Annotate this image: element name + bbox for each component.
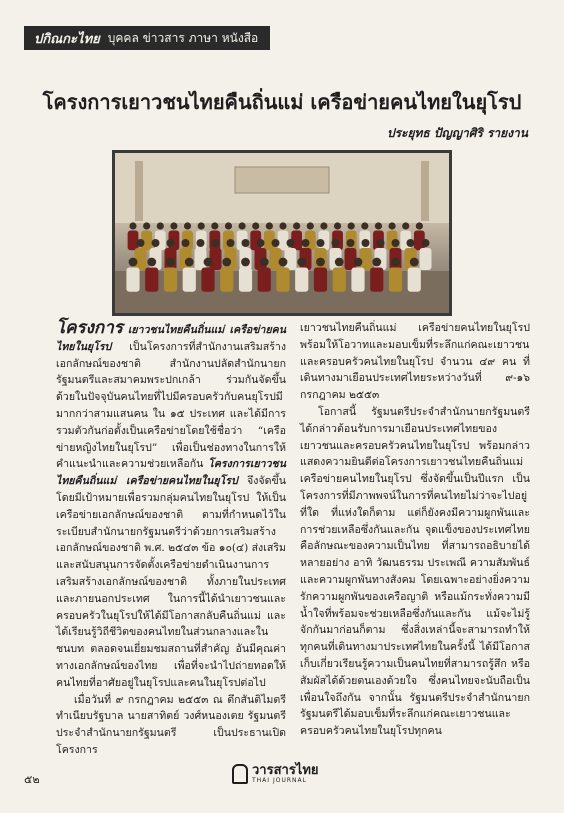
person-body bbox=[220, 268, 233, 292]
person-body bbox=[239, 268, 252, 292]
person-head bbox=[279, 258, 288, 267]
logo-mark-icon bbox=[232, 764, 248, 784]
magazine-name-en: THAI JOURNAL bbox=[252, 776, 307, 784]
person-head bbox=[147, 258, 156, 267]
person-body bbox=[258, 268, 271, 292]
person-head bbox=[266, 222, 273, 229]
person-head bbox=[377, 239, 385, 247]
section-categories: บุคคล ข่าวสาร ภาษา หนังสือ bbox=[107, 30, 259, 45]
drop-word: โครงการ bbox=[56, 318, 123, 338]
person-head bbox=[129, 258, 138, 267]
person-body bbox=[210, 248, 222, 270]
paragraph-2: จึงจัดขึ้นโดยมีเป้าหมายเพื่อรวมกลุ่มคนไทยในยุโรป ให้เป็นเครือข่ายเอกลักษณ์ของชาติ ตามที่กำหนดไว้ในระเบียบสำนักนายกรัฐมนตรีว่าด้วยการเสริมสร้างเอกลักษณ์ของชาติ พ.ศ. ๒๕๔๓ ข้อ ๑๐(๔) ส่งเสริมและสนับสนุนการจัดตั้งเครือข่ายดำเนินงานการเสริมสร้างเอกลักษณ์ของชาติ ทั้งภายในประเทศและภายนอกประเทศ ในการนี้ได้นำเยาวชนและครอบครัวในยุโรปให้ได้มีโอกาสกลับคืนถิ่นแม่ และได้เรียนรู้วิถีชีวิตของคนไทยในส่วนกลางและในชนบท ตลอดจนเยี่ยมชมสถานที่สำคัญ อันมีคุณค่าทางเอกลักษณ์ของไทย เพื่อที่จะนำไปถ่ายทอดให้คนไทยที่อาศัยอยู่ในยุโรปและคนในยุโรปต่อไป bbox=[56, 475, 286, 689]
article-title: โครงการเยาวชนไทยคืนถิ่นแม่ เครือข่ายคนไทยในยุโรป bbox=[42, 90, 522, 114]
person-head bbox=[335, 258, 344, 267]
person-head bbox=[170, 222, 177, 229]
person-body bbox=[270, 248, 282, 270]
person-body bbox=[135, 248, 147, 270]
lead-text-2: โครงการเยาวชนไทยคืนถิ่นแม่ เครือข่ายคนไทยในยุโรป bbox=[56, 458, 286, 488]
person-body bbox=[295, 268, 308, 292]
person-head bbox=[287, 239, 295, 247]
person-head bbox=[392, 239, 400, 247]
person-head bbox=[317, 239, 325, 247]
section-title: ปกิณกะไทย bbox=[34, 31, 100, 47]
group-photo-illustration bbox=[115, 153, 449, 313]
person-head bbox=[297, 258, 306, 267]
person-head bbox=[185, 258, 194, 267]
person-head bbox=[361, 222, 368, 229]
person-head bbox=[222, 258, 231, 267]
article-byline: ประยุทธ ปัญญาศิริ รายงาน bbox=[386, 126, 528, 140]
person-head bbox=[227, 239, 235, 247]
person-head bbox=[416, 222, 423, 229]
person-head bbox=[137, 239, 145, 247]
person-body bbox=[389, 268, 402, 292]
person-head bbox=[225, 222, 232, 229]
person-head bbox=[272, 239, 280, 247]
article-body bbox=[56, 318, 530, 756]
person-head bbox=[204, 258, 213, 267]
person-head bbox=[260, 258, 269, 267]
person-head bbox=[375, 222, 382, 229]
person-head bbox=[242, 239, 250, 247]
person-head bbox=[388, 222, 395, 229]
person-head bbox=[166, 258, 175, 267]
person-head bbox=[391, 258, 400, 267]
paragraph-3: เมื่อวันที่ ๙ กรกฎาคม ๒๕๕๓ ณ ตึกสันติไมตรี ทำเนียบรัฐบาล นายสาทิตย์ วงศ์หนองเตย รัฐมนตรีประจำสำนักนายกรัฐมนตรี เป็นประธานเปิดโครงการ bbox=[56, 693, 286, 756]
person-head bbox=[293, 222, 300, 229]
person-head bbox=[129, 222, 136, 229]
person-body bbox=[145, 268, 158, 292]
person-head bbox=[167, 239, 175, 247]
person-head bbox=[182, 239, 190, 247]
group-photo bbox=[112, 150, 452, 316]
person-head bbox=[279, 222, 286, 229]
person-head bbox=[347, 239, 355, 247]
person-head bbox=[422, 239, 430, 247]
magazine-name: วารสารไทย bbox=[252, 762, 319, 778]
person-head bbox=[157, 222, 164, 229]
section-header bbox=[24, 26, 270, 50]
paragraph-4: เยาวชนไทยคืนถิ่นแม่ เครือข่ายคนไทยในยุโรป พร้อมให้โอวาทและมอบเข็มที่ระลึกแก่คณะเยาวชนและครอบครัวคนไทยในยุโรป จำนวน ๔๙ คน ที่เดินทางมาเยือนประเทศไทยระหว่างวันที่ ๙-๑๖ กรกฎาคม ๒๕๕๓ bbox=[300, 322, 530, 402]
person-head bbox=[348, 222, 355, 229]
person-body bbox=[164, 268, 177, 292]
person-head bbox=[332, 239, 340, 247]
person-body bbox=[333, 268, 346, 292]
person-body bbox=[351, 268, 364, 292]
person-body bbox=[360, 248, 372, 270]
person-head bbox=[302, 239, 310, 247]
person-body bbox=[276, 268, 289, 292]
person-head bbox=[152, 239, 160, 247]
person-head bbox=[252, 222, 259, 229]
column-left bbox=[56, 318, 286, 756]
person-head bbox=[320, 222, 327, 229]
person-head bbox=[334, 222, 341, 229]
page-number: ๕๒ bbox=[24, 773, 40, 786]
person-head bbox=[372, 258, 381, 267]
person-head bbox=[184, 222, 191, 229]
person-head bbox=[307, 222, 314, 229]
person-body bbox=[420, 248, 432, 270]
person-head bbox=[238, 222, 245, 229]
person-body bbox=[278, 231, 289, 251]
person-head bbox=[241, 258, 250, 267]
person-head bbox=[402, 222, 409, 229]
person-head bbox=[407, 239, 415, 247]
person-head bbox=[143, 222, 150, 229]
paragraph-5: โอกาสนี้ รัฐมนตรีประจำสำนักนายกรัฐมนตรี ได้กล่าวต้อนรับการมาเยือนประเทศไทยของเยาวชนและครอบครัวคนไทยในยุโรป พร้อมกล่าวแสดงความยินดีต่อโครงการเยาวชนไทยคืนถิ่นแม่ เครือข่ายคนไทยในยุโรป ซึ่งจัดขึ้นเป็นปีแรก เป็นโครงการที่มีภาพพจน์ในการที่คนไทยไม่ว่าจะไปอยู่ที่ใด ที่แห่งใดก็ตาม แต่ก็ยังคงมีความผูกพันและการช่วยเหลือซึ่งกันและกัน จุดแข็งของประเทศไทยคือลักษณะของความเป็นไทย ที่สามารถอธิบายได้หลายอย่าง อาทิ วัฒนธรรม ประเพณี ความสัมพันธ์และความผูกพันทางสังคม โดยเฉพาะอย่างยิ่งความรักความผูกพันของเครือญาติ หรือแม้กระทั่งความมีน้ำใจที่พร้อมจะช่วยเหลือซึ่งกันและกัน แม้จะไม่รู้จักกันมาก่อนก็ตาม ซึ่งสิ่งเหล่านี้จะสามารถทำให้ทุกคนที่เดินทางมาประเทศไทยในครั้งนี้ ได้มีโอกาสเก็บเกี่ยวเรียนรู้ความเป็นคนไทยที่สามารถรู้สึก หรือสัมผัสได้ด้วยตนเองด้วยใจ ซึ่งคนไทยจะนับถือเป็นเพื่อนใจถึงกัน จากนั้น รัฐมนตรีประจำสำนักนายกรัฐมนตรีได้มอบเข็มที่ระลึกแก่คณะเยาวชนและครอบครัวคนไทยในยุโรปทุกคน bbox=[300, 405, 530, 738]
person-body bbox=[285, 248, 297, 270]
person-head bbox=[211, 222, 218, 229]
paragraph-1: เป็นโครงการที่สำนักงานเสริมสร้างเอกลักษณ์ของชาติ สำนักงานปลัดสำนักนายกรัฐมนตรีและสมาคมพระปกเกล้า ร่วมกันจัดขึ้น ด้วยในปัจจุบันคนไทยที่ไปมีครอบครัวกับคนยุโรปมีมากกว่าสามแสนคน ใน ๑๕ ประเทศ และได้มีการรวมตัวกันก่อตั้งเป็นเครือข่ายโดยใช้ชื่อว่า “เครือข่ายหญิงไทยในยุโรป” เพื่อเป็นช่องทางในการให้คำแนะนำและความช่วยเหลือกัน bbox=[56, 340, 286, 471]
person-body bbox=[126, 268, 139, 292]
person-body bbox=[408, 268, 421, 292]
person-head bbox=[198, 222, 205, 229]
person-body bbox=[195, 248, 207, 270]
person-body bbox=[183, 268, 196, 292]
person-body bbox=[128, 231, 139, 251]
person-head bbox=[362, 239, 370, 247]
person-head bbox=[316, 258, 325, 267]
lead-text: เยาวชนไทยคืนถิ่นแม่ เครือข่ายคนไทยในยุโรป bbox=[56, 324, 286, 353]
person-head bbox=[257, 239, 265, 247]
person-body bbox=[314, 268, 327, 292]
person-body bbox=[345, 248, 357, 270]
person-body bbox=[201, 268, 214, 292]
person-body bbox=[370, 268, 383, 292]
person-head bbox=[197, 239, 205, 247]
magazine-logo bbox=[232, 764, 319, 784]
column-right bbox=[300, 320, 530, 740]
person-head bbox=[212, 239, 220, 247]
person-head bbox=[410, 258, 419, 267]
person-head bbox=[354, 258, 363, 267]
